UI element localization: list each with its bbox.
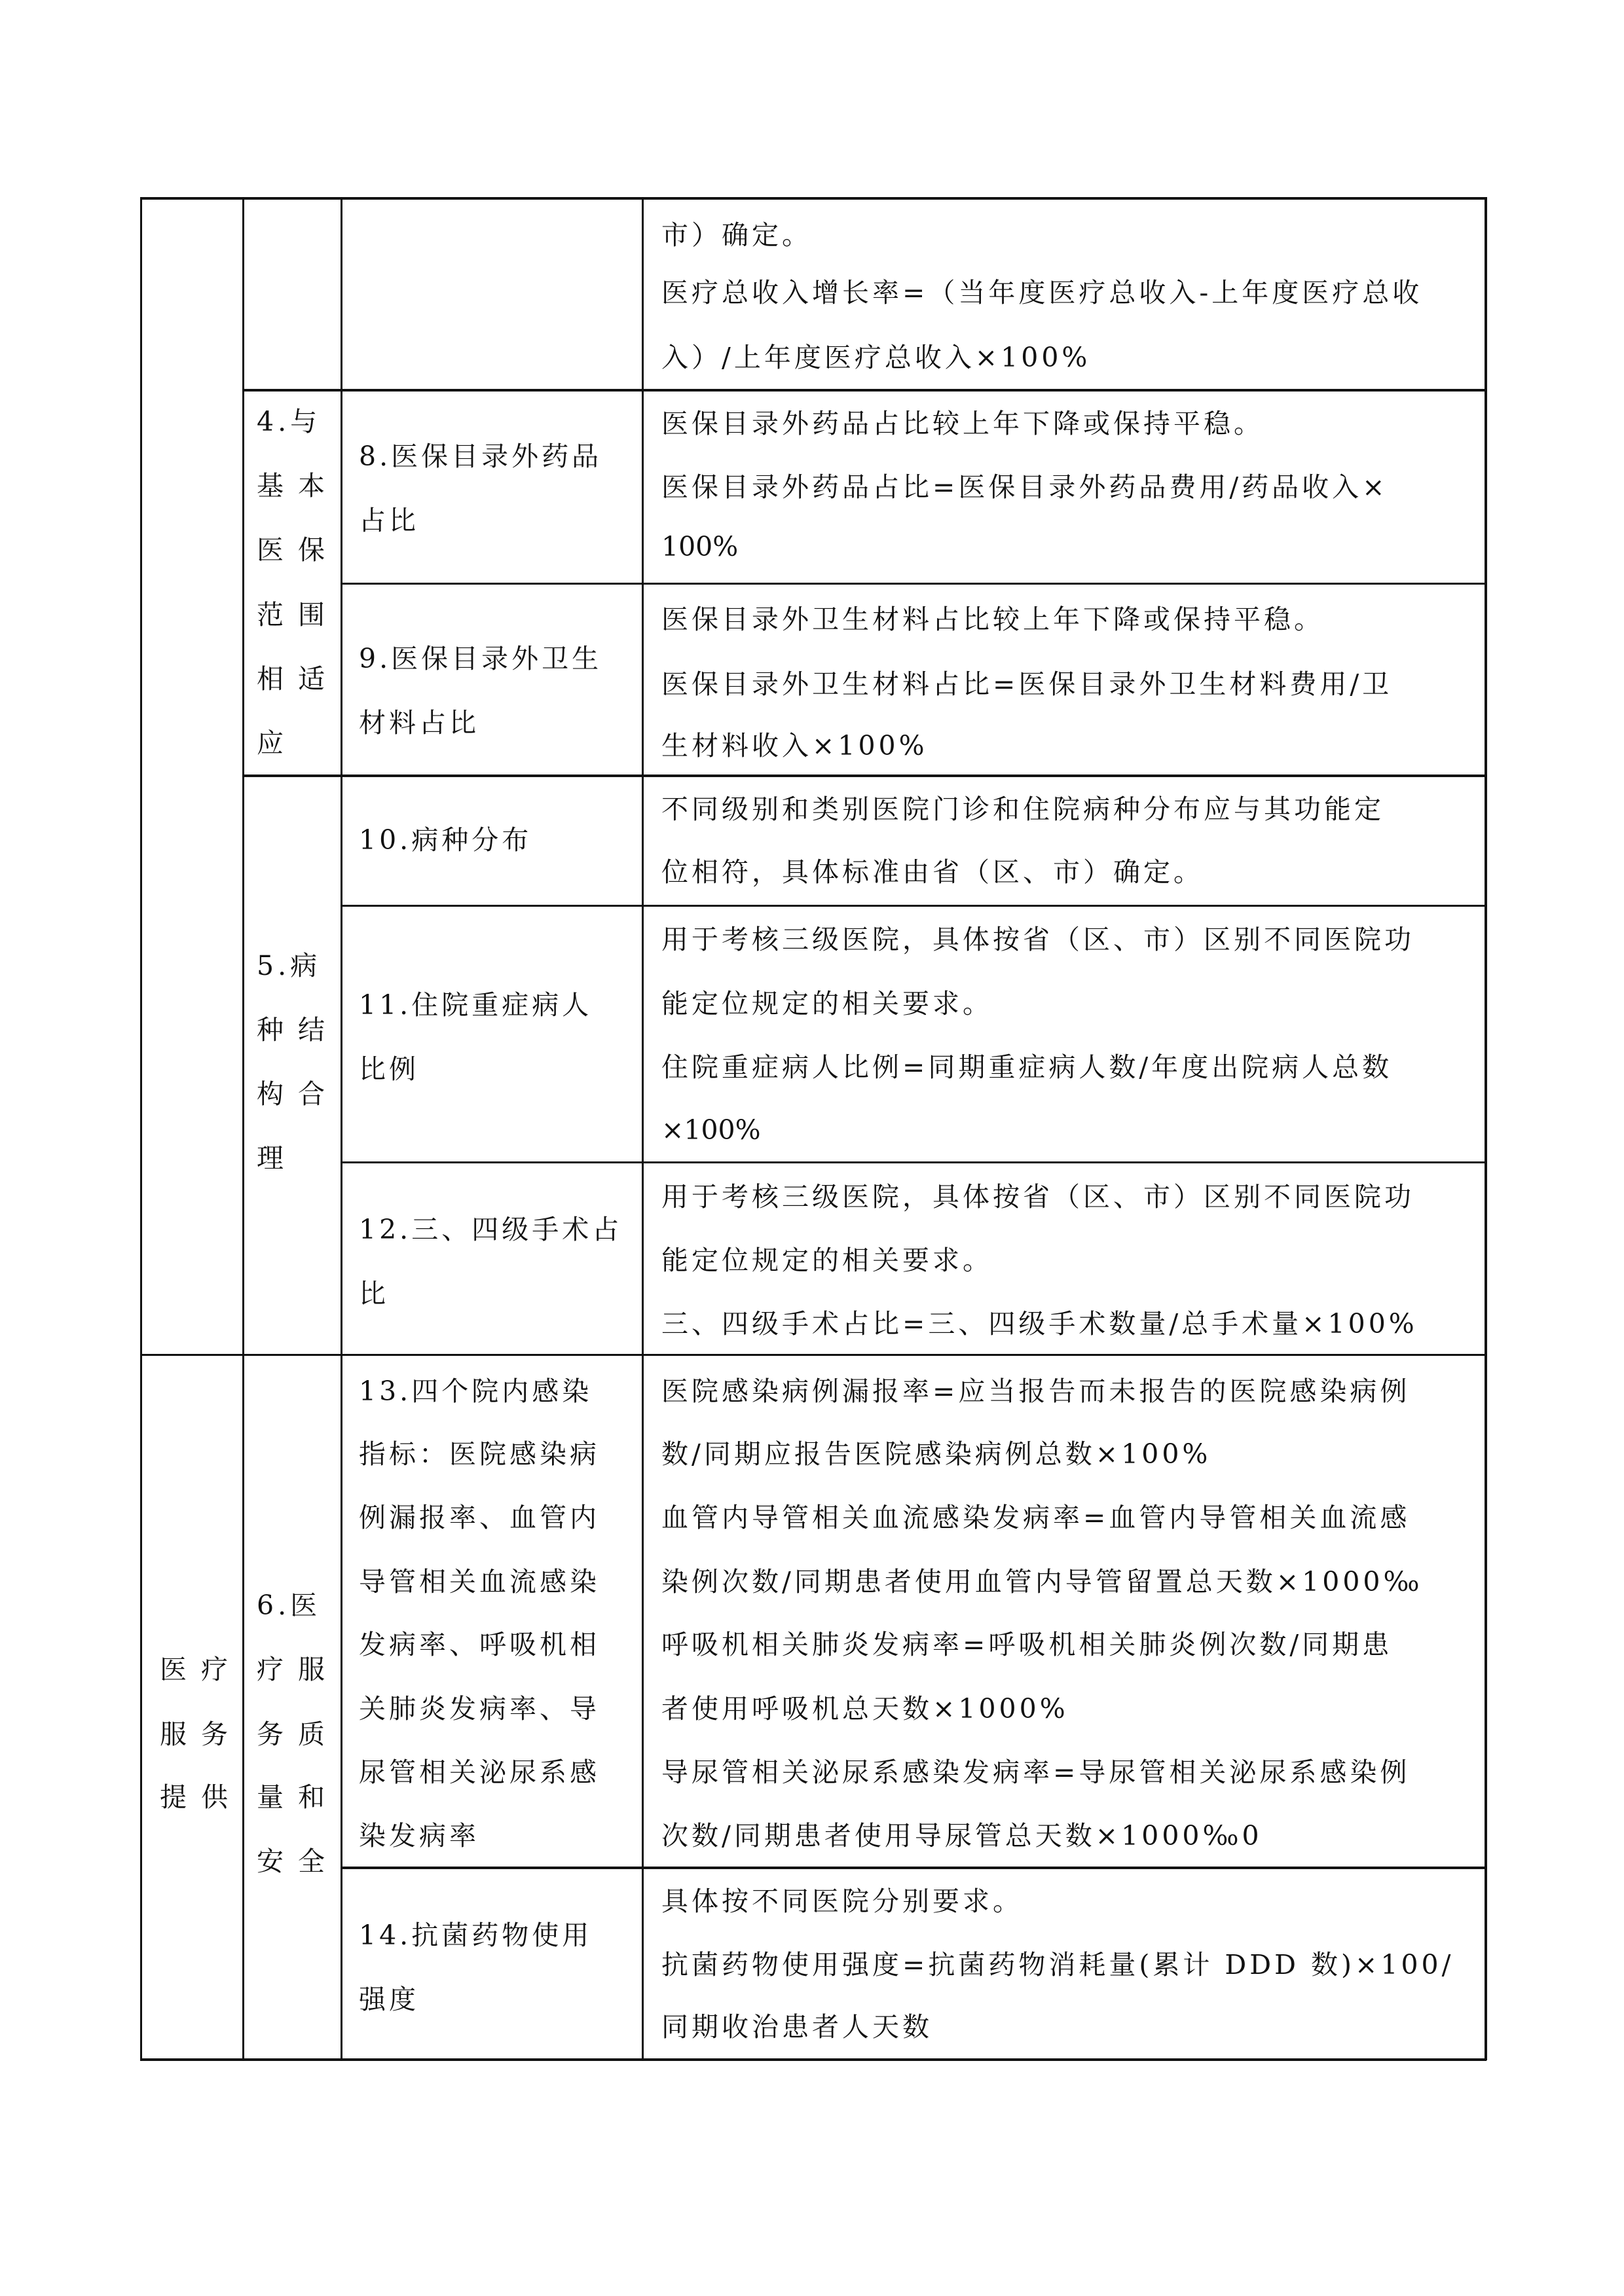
indicator-line: 12.三、四级手术占 bbox=[359, 1214, 623, 1245]
indicator-line: 关肺炎发病率、导 bbox=[359, 1693, 600, 1724]
indicator-line: 强度 bbox=[359, 1984, 419, 2015]
description-line: 呼吸机相关肺炎发病率=呼吸机相关肺炎例次数/同期患 bbox=[661, 1629, 1393, 1660]
category-line: 5.病 bbox=[257, 950, 322, 981]
description-line: 市）确定。 bbox=[661, 219, 812, 251]
description-line: 生材料收入×100% bbox=[661, 730, 928, 761]
description-cell-12 bbox=[642, 1161, 1486, 1354]
description-line: 用于考核三级医院，具体按省（区、市）区别不同医院功 bbox=[661, 1181, 1414, 1212]
indicator-table bbox=[140, 197, 1486, 2059]
description-cell-13 bbox=[642, 1354, 1486, 1867]
category-line: 量和 bbox=[257, 1781, 339, 1813]
description-line: 用于考核三级医院，具体按省（区、市）区别不同医院功 bbox=[661, 924, 1414, 955]
indicator-line: 10.病种分布 bbox=[359, 824, 532, 856]
category-line: 疗服 bbox=[257, 1654, 339, 1685]
category-cell-6 bbox=[242, 1354, 341, 2060]
indicator-line: 材料占比 bbox=[359, 707, 479, 738]
description-line: 能定位规定的相关要求。 bbox=[661, 1245, 993, 1276]
description-cell-11 bbox=[642, 905, 1486, 1161]
indicator-line: 11.住院重症病人 bbox=[359, 989, 593, 1021]
description-line: 医院感染病例漏报率=应当报告而未报告的医院感染病例 bbox=[661, 1376, 1411, 1407]
category-line: 范围 bbox=[257, 599, 339, 630]
category-line: 种结 bbox=[257, 1014, 339, 1046]
indicator-line: 导管相关血流感染 bbox=[359, 1566, 600, 1597]
indicator-cell-10 bbox=[341, 774, 642, 905]
description-cell-8 bbox=[642, 389, 1486, 583]
category-line: 应 bbox=[257, 727, 298, 759]
category-cell-5 bbox=[242, 774, 341, 1354]
indicator-line: 例漏报率、血管内 bbox=[359, 1502, 600, 1533]
indicator-line: 发病率、呼吸机相 bbox=[359, 1629, 600, 1660]
indicator-line: 占比 bbox=[359, 505, 419, 536]
description-line: 住院重症病人比例=同期重症病人数/年度出院病人总数 bbox=[661, 1051, 1393, 1083]
indicator-cell-13 bbox=[341, 1354, 642, 1867]
section-line: 医疗 bbox=[160, 1654, 242, 1685]
description-line: ×100% bbox=[661, 1114, 761, 1146]
description-line: 同期收治患者人天数 bbox=[661, 2011, 932, 2043]
section-line: 服务 bbox=[160, 1719, 242, 1750]
indicator-line: 尿管相关泌尿系感 bbox=[359, 1757, 600, 1788]
category-line: 6.医 bbox=[257, 1590, 322, 1621]
description-line: 医疗总收入增长率=（当年度医疗总收入-上年度医疗总收 bbox=[661, 277, 1423, 308]
description-line: 导尿管相关泌尿系感染发病率=导尿管相关泌尿系感染例 bbox=[661, 1757, 1411, 1788]
section-cell-medical-service bbox=[140, 1354, 242, 2060]
indicator-line: 染发病率 bbox=[359, 1820, 479, 1851]
category-line: 安全 bbox=[257, 1846, 339, 1877]
description-line: 不同级别和类别医院门诊和住院病种分布应与其功能定 bbox=[661, 793, 1384, 825]
description-line: 医保目录外药品占比=医保目录外药品费用/药品收入× bbox=[661, 471, 1388, 503]
description-line: 血管内导管相关血流感染发病率=血管内导管相关血流感 bbox=[661, 1502, 1411, 1533]
description-line: 医保目录外卫生材料占比=医保目录外卫生材料费用/卫 bbox=[661, 668, 1393, 700]
category-line: 医保 bbox=[257, 534, 339, 566]
table-row bbox=[642, 197, 1486, 389]
indicator-cell-11 bbox=[341, 905, 642, 1161]
description-line: 者使用呼吸机总天数×1000% bbox=[661, 1693, 1069, 1724]
description-line: 染例次数/同期患者使用血管内导管留置总天数×1000‰ bbox=[661, 1566, 1423, 1597]
description-line: 具体按不同医院分别要求。 bbox=[661, 1886, 1023, 1917]
category-cell-4 bbox=[242, 389, 341, 774]
indicator-cell-14 bbox=[341, 1867, 642, 2058]
indicator-line: 8.医保目录外药品 bbox=[359, 441, 602, 472]
description-line: 能定位规定的相关要求。 bbox=[661, 988, 993, 1019]
indicator-line: 比 bbox=[359, 1278, 389, 1309]
description-line: 100% bbox=[661, 531, 739, 562]
indicator-line: 13.四个院内感染 bbox=[359, 1376, 593, 1407]
description-line: 数/同期应报告医院感染病例总数×100% bbox=[661, 1438, 1211, 1470]
category-line: 基本 bbox=[257, 470, 339, 501]
description-line: 入）/上年度医疗总收入×100% bbox=[661, 342, 1091, 373]
description-cell-10 bbox=[642, 774, 1486, 905]
indicator-cell-8 bbox=[341, 389, 642, 583]
indicator-cell-12 bbox=[341, 1161, 642, 1354]
section-line: 提供 bbox=[160, 1781, 242, 1813]
description-line: 医保目录外卫生材料占比较上年下降或保持平稳。 bbox=[661, 604, 1324, 635]
indicator-line: 14.抗菌药物使用 bbox=[359, 1920, 593, 1951]
indicator-line: 指标：医院感染病 bbox=[359, 1438, 600, 1470]
description-line: 三、四级手术占比=三、四级手术数量/总手术量×100% bbox=[661, 1308, 1418, 1339]
category-line: 务质 bbox=[257, 1719, 339, 1750]
indicator-line: 9.医保目录外卫生 bbox=[359, 643, 602, 674]
indicator-line: 比例 bbox=[359, 1053, 419, 1085]
category-line: 构合 bbox=[257, 1078, 339, 1110]
description-line: 抗菌药物使用强度=抗菌药物消耗量(累计 DDD 数)×100/ bbox=[661, 1949, 1454, 1980]
description-cell-9 bbox=[642, 583, 1486, 774]
description-line: 医保目录外药品占比较上年下降或保持平稳。 bbox=[661, 408, 1264, 439]
category-line: 理 bbox=[257, 1142, 298, 1174]
category-line: 相适 bbox=[257, 663, 339, 695]
description-cell-14 bbox=[642, 1867, 1486, 2058]
indicator-cell-9 bbox=[341, 583, 642, 774]
category-line: 4.与 bbox=[257, 406, 322, 437]
description-line: 次数/同期患者使用导尿管总天数×1000‰0 bbox=[661, 1820, 1263, 1851]
description-line: 位相符，具体标准由省（区、市）确定。 bbox=[661, 856, 1204, 888]
